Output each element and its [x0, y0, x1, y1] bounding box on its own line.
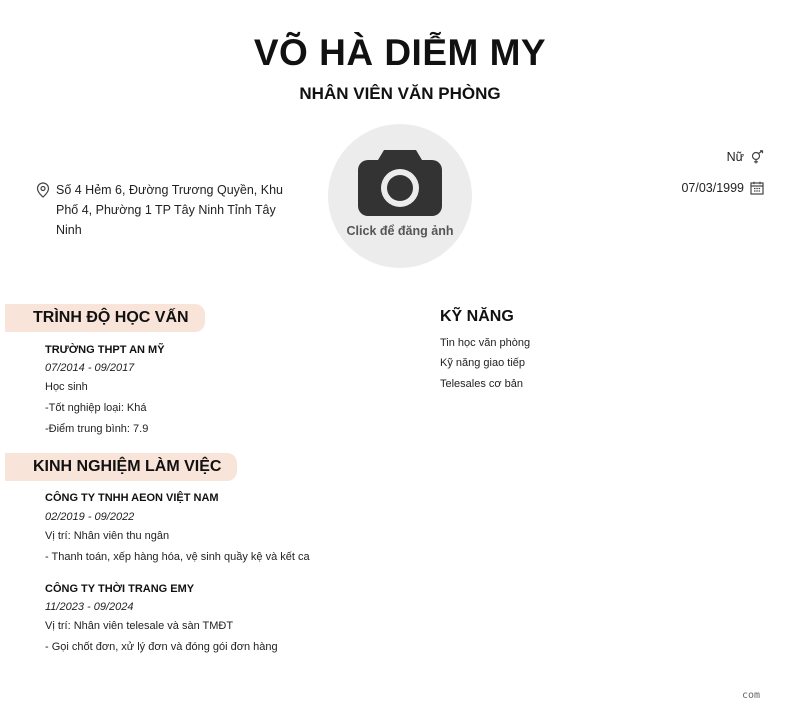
address-text: Số 4 Hẻm 6, Đường Trương Quyền, Khu Phố 4, Phường 1 TP Tây Ninh Tỉnh Tây Ninh — [56, 183, 283, 237]
skill-item: Kỹ năng giao tiếp — [440, 357, 526, 369]
experience-line: Vị trí: Nhân viên telesale và sàn TMĐT — [45, 620, 234, 632]
experience-period: 02/2019 - 09/2022 — [45, 511, 135, 523]
address — [36, 180, 286, 240]
skill-item: Tin học văn phòng — [440, 337, 531, 349]
education-school: TRƯỜNG THPT AN MỸ — [45, 344, 165, 356]
experience-company: CÔNG TY TNHH AEON VIỆT NAM — [45, 492, 219, 504]
calendar-icon — [750, 181, 764, 195]
candidate-name: VÕ HÀ DIỄM MY — [253, 32, 547, 73]
experience-heading: KINH NGHIỆM LÀM VIỆC — [5, 453, 237, 481]
gender-text: Nữ — [726, 150, 744, 164]
education-heading: TRÌNH ĐỘ HỌC VẤN — [5, 304, 205, 332]
education-line: -Tốt nghiệp loại: Khá — [45, 402, 147, 414]
education-line: -Điểm trung bình: 7.9 — [45, 423, 149, 435]
skills-heading: KỸ NĂNG — [440, 308, 514, 325]
experience-period: 11/2023 - 09/2024 — [45, 601, 134, 613]
experience-line: - Gọi chốt đơn, xử lý đơn và đóng gói đơn hàng — [45, 641, 278, 653]
date-of-birth — [681, 181, 764, 195]
experience-line: - Thanh toán, xếp hàng hóa, vệ sinh quầy kệ và kết ca — [45, 551, 310, 563]
location-pin-icon — [36, 182, 50, 198]
gender-icon — [750, 150, 764, 164]
photo-upload[interactable] — [328, 124, 472, 268]
education-period: 07/2014 - 09/2017 — [45, 362, 135, 374]
experience-line: Vị trí: Nhân viên thu ngân — [45, 530, 170, 542]
footer-text: com — [742, 690, 761, 701]
dob-text: 07/03/1999 — [681, 181, 744, 195]
skill-item: Telesales cơ bản — [440, 378, 524, 390]
photo-upload-label: Click để đăng ảnh — [346, 224, 454, 238]
education-line: Học sinh — [45, 381, 88, 393]
experience-company: CÔNG TY THỜI TRANG EMY — [45, 583, 195, 595]
job-title: NHÂN VIÊN VĂN PHÒNG — [299, 84, 501, 103]
camera-icon — [356, 144, 444, 220]
gender — [727, 150, 764, 164]
